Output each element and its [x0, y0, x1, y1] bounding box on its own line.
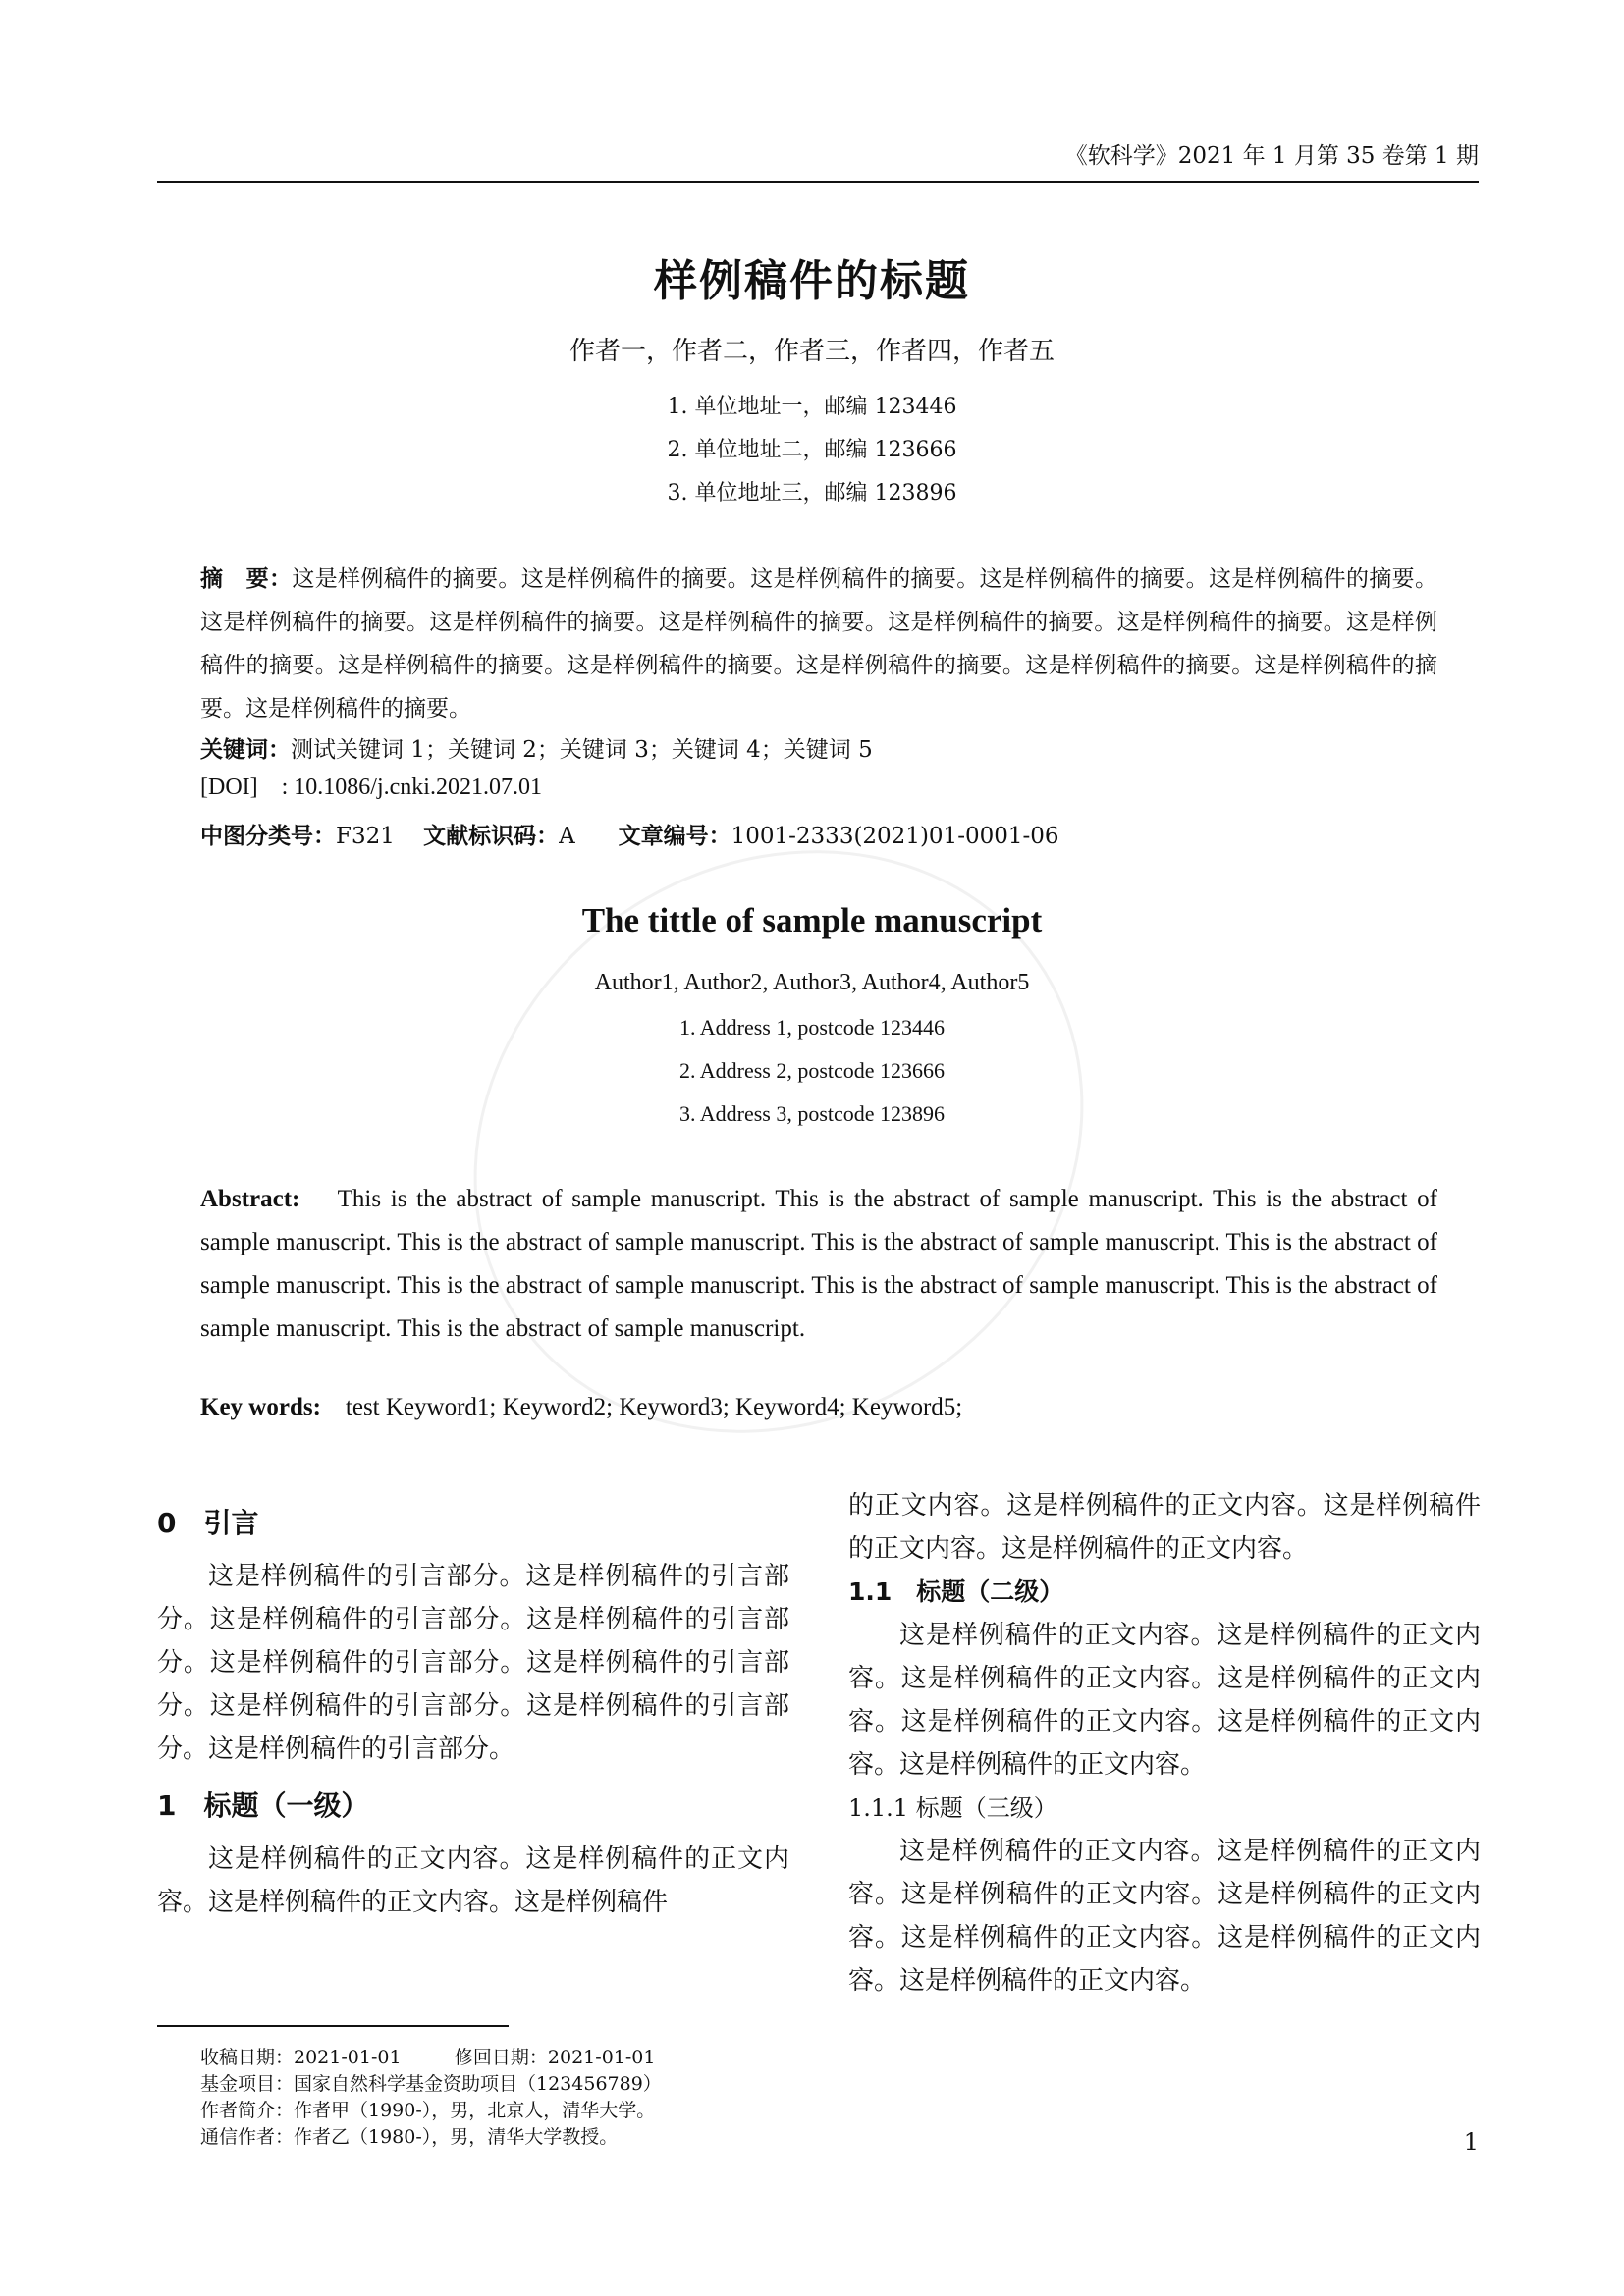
doi-line — [200, 774, 542, 801]
abstract-en-label: Abstract: — [200, 1186, 300, 1212]
article-no-label: 文章编号： — [618, 824, 731, 849]
heading-level1: 1 标题（一级） — [157, 1789, 369, 1822]
header-rule — [157, 181, 1479, 183]
keywords-cn-label: 关键词： — [200, 737, 291, 763]
section1-text-part2: 的正文内容。这是样例稿件的正文内容。这是样例稿件的正文内容。这是样例稿件的正文内容。 — [848, 1491, 1481, 1564]
keywords-cn-text: 测试关键词 1；关键词 2；关键词 3；关键词 4；关键词 5 — [291, 737, 873, 763]
abstract-en-text: This is the abstract of sample manuscript. This is the abstract of sample manuscript. This is the abstract of sample manuscript. This is the abstract of sample manuscript. This is the abstract of sample manuscript. This is the abstract of sample manuscript. This is the abstract of sample manuscript. This is the abstract of sample manuscript. This is the abstract of sample manuscript. This is the abstract of sample manuscript. — [200, 1186, 1437, 1342]
section11-text: 这是样例稿件的正文内容。这是样例稿件的正文内容。这是样例稿件的正文内容。这是样例稿件的正文内容。这是样例稿件的正文内容。这是样例稿件的正文内容。这是样例稿件的正文内容。 — [848, 1621, 1481, 1780]
title-chinese: 样例稿件的标题 — [654, 256, 970, 306]
abstract-cn-label: 摘 要： — [200, 566, 293, 592]
abstract-chinese — [200, 558, 1437, 730]
affiliation-cn-3: 3. 单位地址三，邮编 123896 — [667, 481, 957, 506]
clc-label: 中图分类号： — [200, 824, 336, 849]
abstract-english — [200, 1178, 1437, 1351]
body-column-left — [157, 1502, 789, 1924]
section111-text: 这是样例稿件的正文内容。这是样例稿件的正文内容。这是样例稿件的正文内容。这是样例稿件的正文内容。这是样例稿件的正文内容。这是样例稿件的正文内容。这是样例稿件的正文内容。 — [848, 1837, 1481, 1996]
footnote-rule — [157, 2025, 509, 2027]
doc-code-value: A — [559, 824, 575, 849]
footnote-revised: 修回日期：2021-01-01 — [454, 2047, 656, 2068]
page-number: 1 — [1463, 2128, 1479, 2156]
clc-value: F321 — [336, 824, 395, 849]
keywords-english — [200, 1394, 962, 1421]
footnote-fund: 基金项目：国家自然科学基金资助项目（123456789） — [200, 2073, 662, 2095]
section1-text-part1: 这是样例稿件的正文内容。这是样例稿件的正文内容。这是样例稿件的正文内容。这是样例稿件 — [157, 1844, 789, 1917]
footnote-dates — [200, 2043, 655, 2069]
affiliation-en-1: 1. Address 1, postcode 123446 — [678, 1015, 946, 1040]
body-column-right — [848, 1484, 1481, 2002]
keywords-chinese — [200, 731, 873, 764]
abstract-cn-text: 这是样例稿件的摘要。这是样例稿件的摘要。这是样例稿件的摘要。这是样例稿件的摘要。这是样例稿件的摘要。这是样例稿件的摘要。这是样例稿件的摘要。这是样例稿件的摘要。这是样例稿件的摘要。这是样例稿件的摘要。这是样例稿件的摘要。这是样例稿件的摘要。这是样例稿件的摘要。这是样例稿件的摘要。这是样例稿件的摘要。这是样例稿件的摘要。这是样例稿件的摘要。 — [200, 566, 1438, 721]
authors-chinese: 作者一，作者二，作者三，作者四，作者五 — [568, 337, 1055, 366]
classification-line — [200, 818, 1059, 850]
keywords-en-label: Key words: — [200, 1394, 321, 1420]
heading-level2: 1.1 标题（二级） — [848, 1577, 1064, 1606]
doc-code-label: 文献标识码： — [423, 824, 560, 849]
affiliation-en-3: 3. Address 3, postcode 123896 — [678, 1101, 946, 1126]
footnote-author-bio: 作者简介：作者甲（1990-），男，北京人，清华大学。 — [200, 2100, 656, 2121]
affiliation-cn-1: 1. 单位地址一，邮编 123446 — [667, 395, 957, 419]
running-header: 《软科学》2021 年 1 月第 35 卷第 1 期 — [1064, 143, 1479, 169]
footnote-correspondence: 通信作者：作者乙（1980-），男，清华大学教授。 — [200, 2126, 619, 2148]
doi-value: : 10.1086/j.cnki.2021.07.01 — [281, 774, 542, 800]
watermark-logo — [359, 732, 1198, 1551]
introduction-text: 这是样例稿件的引言部分。这是样例稿件的引言部分。这是样例稿件的引言部分。这是样例稿件的引言部分。这是样例稿件的引言部分。这是样例稿件的引言部分。这是样例稿件的引言部分。这是样例稿件的引言部分。这是样例稿件的引言部分。 — [157, 1562, 789, 1764]
affiliation-cn-2: 2. 单位地址二，邮编 123666 — [667, 438, 957, 462]
heading-introduction: 0 引言 — [157, 1507, 259, 1539]
article-no-value: 1001-2333(2021)01-0001-06 — [731, 824, 1059, 849]
keywords-en-text: test Keyword1; Keyword2; Keyword3; Keyword4; Keyword5; — [345, 1394, 963, 1420]
footnote-received: 收稿日期：2021-01-01 — [200, 2047, 402, 2068]
title-english: The tittle of sample manuscript — [581, 901, 1043, 939]
doi-label: [DOI] — [200, 774, 258, 800]
authors-english: Author1, Author2, Author3, Author4, Author5 — [594, 970, 1030, 995]
heading-level3: 1.1.1 标题（三级） — [848, 1794, 1057, 1822]
affiliation-en-2: 2. Address 2, postcode 123666 — [678, 1058, 946, 1083]
